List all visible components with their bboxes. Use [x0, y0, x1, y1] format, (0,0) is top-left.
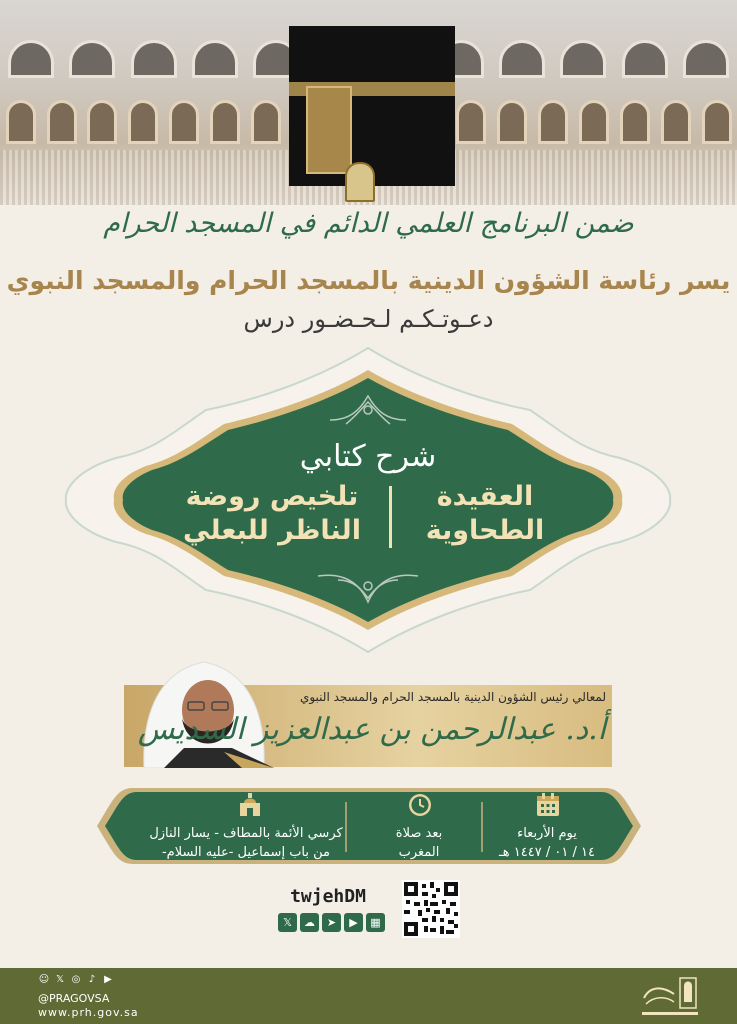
- tiktok-icon[interactable]: ♪: [88, 974, 96, 985]
- social-icons-row: [278, 913, 385, 932]
- time-label-2: المغرب: [398, 845, 440, 860]
- presidency-line: يسر رئاسة الشؤون الدينية بالمسجد الحرام والمسجد النبوي: [6, 266, 731, 295]
- info-day: [484, 824, 610, 862]
- book1-line2: الطحاوية: [425, 515, 545, 546]
- instagram-icon[interactable]: ◎: [71, 974, 81, 985]
- snapchat-icon[interactable]: ☺: [38, 974, 50, 985]
- clock-icon: [406, 791, 434, 819]
- sheikh-name: أ.د. عبدالرحمن بن عبدالعزيز السديس: [137, 712, 606, 747]
- date-label: ١٤ / ٠١ / ١٤٤٧ هـ: [499, 845, 595, 860]
- qr-code[interactable]: [402, 880, 460, 938]
- book1-line1: العقيدة: [436, 481, 534, 512]
- telegram-icon[interactable]: ➤: [322, 913, 341, 932]
- mosque-icon: [236, 791, 264, 819]
- x-icon[interactable]: 𝕏: [55, 974, 65, 985]
- kaaba-door: [306, 86, 352, 174]
- program-title: ضمن البرنامج العلمي الدائم في المسجد الحرام: [103, 208, 634, 239]
- social-handle[interactable]: twjehDM: [290, 886, 366, 907]
- book2-line2: الناظر للبعلي: [183, 515, 361, 546]
- time-label-1: بعد صلاة: [395, 826, 443, 841]
- explain-label: شرح كتابي: [299, 439, 437, 474]
- book-title-aqida: [400, 480, 570, 548]
- qr-code-icon[interactable]: ▦: [366, 913, 385, 932]
- book-title-rawdah: [162, 480, 382, 548]
- youtube-icon[interactable]: ▶: [344, 913, 363, 932]
- location-line-2: من باب إسماعيل -عليه السلام-: [161, 845, 331, 860]
- footer-url[interactable]: www.prh.gov.sa: [38, 1006, 139, 1019]
- footer-social-icons: [38, 974, 114, 986]
- location-line-1: كرسي الأئمة بالمطاف - يسار النازل: [149, 826, 343, 841]
- sheikh-photo: [124, 652, 284, 768]
- calendar-icon: [534, 791, 562, 819]
- info-location: [104, 824, 388, 862]
- soundcloud-icon[interactable]: ☁: [300, 913, 319, 932]
- presidency-logo: [640, 972, 700, 1020]
- book-divider: [389, 486, 392, 548]
- maqam-ibrahim-icon: [345, 162, 375, 202]
- youtube-icon[interactable]: ▶: [104, 974, 112, 985]
- footer-handle[interactable]: @PRAGOVSA: [38, 992, 110, 1005]
- book2-line1: تلخيص روضة: [185, 481, 359, 512]
- sheikh-title: لمعالي رئيس الشؤون الدينية بالمسجد الحرام والمسجد النبوي: [299, 690, 606, 704]
- invite-line: دعـوتـكـم لـحـضـور درس: [243, 305, 494, 333]
- day-label: يوم الأربعاء: [517, 826, 577, 841]
- x-icon[interactable]: 𝕏: [278, 913, 297, 932]
